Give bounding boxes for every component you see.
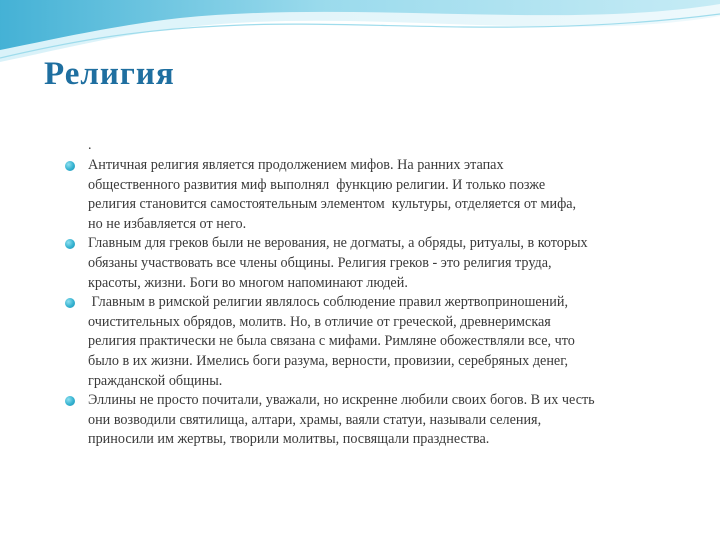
slide-title: Религия bbox=[44, 56, 175, 92]
bullet-line: религия становится самостоятельным элементом культуры, отделяется от мифа, bbox=[88, 196, 577, 213]
bullet-line: Эллины не просто почитали, уважали, но искренне любили своих богов. В их честь bbox=[88, 392, 595, 409]
bullet-line: красоты, жизни. Боги во многом напоминают людей. bbox=[88, 274, 408, 291]
bullet-dot-icon bbox=[65, 161, 75, 171]
bullet-line: Главным в римской религии являлось соблюдение правил жертвоприношений, bbox=[88, 294, 569, 311]
bullet-dot-icon bbox=[65, 239, 75, 249]
bullet-line: гражданской общины. bbox=[88, 372, 223, 389]
bullet-item bbox=[64, 234, 674, 293]
bullet-dot-icon bbox=[65, 298, 75, 308]
bullet-line: было в их жизни. Имелись боги разума, верности, провизии, серебряных денег, bbox=[88, 352, 568, 369]
bullet-dot-icon bbox=[65, 396, 75, 406]
bullet-list bbox=[64, 156, 674, 450]
bullet-item bbox=[64, 391, 674, 450]
slide-content bbox=[64, 138, 674, 450]
bullet-line: приносили им жертвы, творили молитвы, посвящали празднества. bbox=[88, 431, 490, 448]
bullet-line: Главным для греков были не верования, не догматы, а обряды, ритуалы, в которых bbox=[88, 235, 588, 252]
bullet-line: но не избавляется от него. bbox=[88, 215, 247, 232]
bullet-item bbox=[64, 293, 674, 391]
bullet-line: очистительных обрядов, молитв. Но, в отличие от греческой, древнеримская bbox=[88, 313, 551, 330]
bullet-line: общественного развития миф выполнял функцию религии. И только позже bbox=[88, 176, 546, 193]
bullet-line: религия практически не была связана с мифами. Римляне обожествляли все, что bbox=[88, 333, 575, 350]
bullet-line: обязаны участвовать все члены общины. Религия греков - это религия труда, bbox=[88, 254, 552, 271]
bullet-item bbox=[64, 156, 674, 234]
bullet-line: Античная религия является продолжением мифов. На ранних этапах bbox=[88, 157, 504, 173]
empty-bullet-dot: . bbox=[88, 138, 92, 153]
bullet-line: они возводили святилища, алтари, храмы, ваяли статуи, называли селения, bbox=[88, 411, 542, 428]
